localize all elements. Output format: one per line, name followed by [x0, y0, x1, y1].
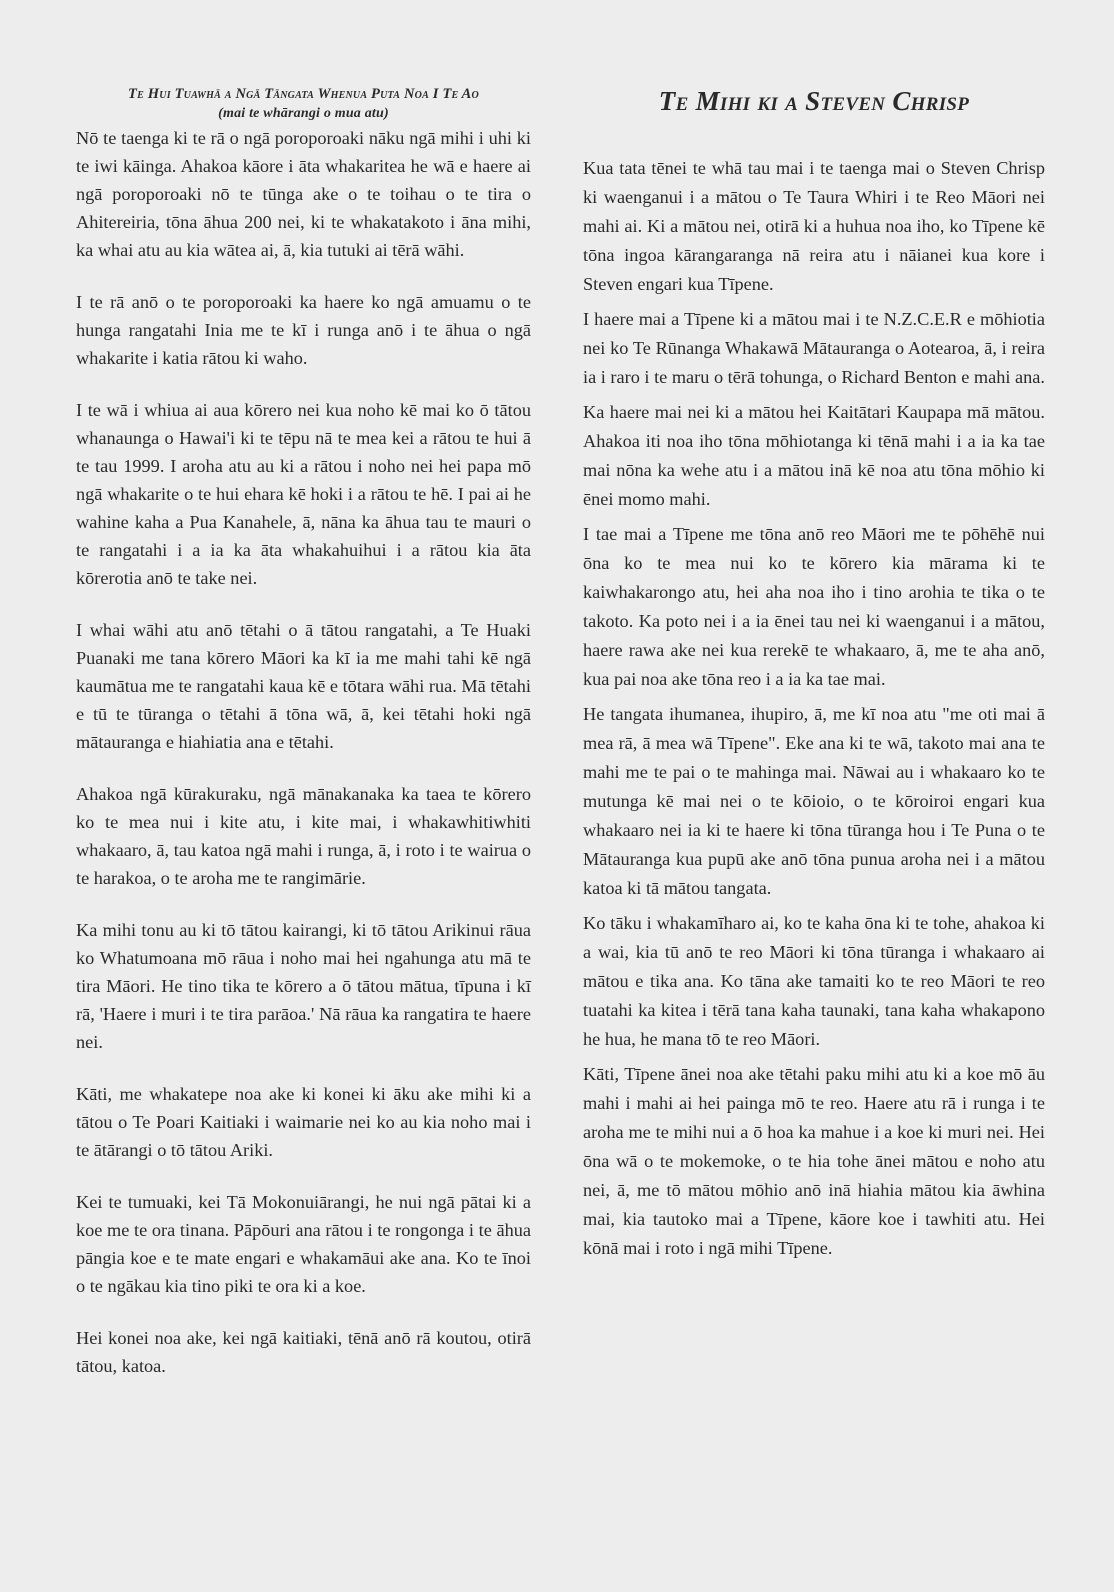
right-paragraph-4: I tae mai a Tīpene me tōna anō reo Māori me te pōhēhē nui ōna ko te mea nui ko te kōrero kia mārama ki te kaiwhakarongo atu, hei aha noa iho i tino arohia te tika o te takoto. Ka poto nei i a ia ēnei tau nei ki waenganui i a mātou, haere rawa ake nei kua rerekē te whakaaro, ā, me te aha anō, kua pai noa ake tōna reo i a ia ka tae mai. — [583, 524, 1045, 689]
left-paragraph-1: Nō te taenga ki te rā o ngā poroporoaki nāku ngā mihi i uhi ki te iwi kāinga. Ahakoa kāore i āta whakaritea he wā e haere ai ngā poroporoaki nō te tūnga ake o te toihau o te tira o Ahitereiria, tōna āhua 200 nei, ki te whakatakoto i āna mihi, ka whai atu au kia wātea ai, ā, kia tutuki ai tērā wāhi. — [76, 128, 531, 260]
left-paragraph-5: Ahakoa ngā kūrakuraku, ngā mānakanaka ka taea te kōrero ko te mea nui i kite atu, i kite mai, i whakawhitiwhiti whakaaro, ā, tau katoa ngā mahi i runga, ā, i roto i te wairua o te harakoa, o te aroha me te rangimārie. — [76, 784, 531, 888]
left-paragraph-8: Kei te tumuaki, kei Tā Mokonuiārangi, he nui ngā pātai ki a koe me te ora tinana. Pāpōuri ana rātou i te rongonga i te āhua pāngia koe e te mate engari e whakamāui ake ana. Ko te īnoi o te ngākau kia tino piki te ora ki a koe. — [76, 1192, 531, 1296]
left-paragraph-3: I te wā i whiua ai aua kōrero nei kua noho kē mai ko ō tātou whanaunga o Hawai'i ki te tēpu nā te mea kei a rātou te hui ā te tau 1999. I aroha atu au ki a rātou i noho nei hei papa mō ngā whakarite o te hui ehara kē hoki i a rātou te hē. I pai ai he wahine kaha a Pua Kanahele, ā, nāna ka āhua tau te mauri o te rangatahi i a ia ka āta whakahuihui i a rātou kia āta kōrerotia anō te take nei. — [76, 400, 531, 588]
right-paragraph-2: I haere mai a Tīpene ki a mātou mai i te N.Z.C.E.R e mōhiotia nei ko Te Rūnanga Whakawā Mātauranga o Aotearoa, ā, i reira ia i raro i te maru o tērā tohunga, o Richard Benton e mahi ana. — [583, 309, 1045, 387]
right-paragraph-7: Kāti, Tīpene ānei noa ake tētahi paku mihi atu ki a koe mō āu mahi i mahi ai hei painga mō te reo. Haere atu rā i runga i te aroha me te mihi nui a ō hoa ka mahue i a koe ki muri nei. Hei ōna wā o te mokemoke, o te hia tohe ānei mātou e noho atu nei, ā, me tō mātou mōhio anō inā hiahia mātou kia āwhina mai, kia tautoko mai a Tīpene, kāore koe i tawhiti atu. Hei kōnā mai i roto i ngā mihi Tīpene. — [583, 1064, 1045, 1258]
right-article-heading: Te Mihi ki a Steven Chrisp — [658, 86, 970, 116]
left-article-heading — [76, 85, 531, 123]
left-paragraph-7: Kāti, me whakatepe noa ake ki konei ki āku ake mihi ki a tātou o Te Poari Kaitiaki i waimarie nei ko au kia noho mai i te ātārangi o tō tātou Ariki. — [76, 1084, 531, 1160]
right-paragraph-3: Ka haere mai nei ki a mātou hei Kaitātari Kaupapa mā mātou. Ahakoa iti noa iho tōna mōhiotanga ki tēnā mahi i a ia ka tae mai nōna ka wehe atu i a mātou inā kē noa atu tōna mōhio ki ēnei momo mahi. — [583, 402, 1045, 509]
left-paragraph-9: Hei konei noa ake, kei ngā kaitiaki, tēnā anō rā koutou, otirā tātou, katoa. — [76, 1328, 531, 1376]
left-heading-title: Te Hui Tuawhā a Ngā Tāngata Whenua Puta Noa I Te Ao — [128, 86, 479, 102]
left-paragraph-6: Ka mihi tonu au ki tō tātou kairangi, ki tō tātou Arikinui rāua ko Whatumoana mō rāua i noho mai hei ngahunga atu mā te tira Māori. He tino tika te kōrero a ō tātou mātua, tīpuna i kī rā, 'Haere i muri i te tira parāoa.' Nā rāua ka rangatira te haere nei. — [76, 920, 531, 1052]
right-article-body — [583, 154, 1045, 1269]
right-paragraph-5: He tangata ihumanea, ihupiro, ā, me kī noa atu "me oti mai ā mea rā, ā mea wā Tīpene". Eke ana ki te wā, takoto mai ana te mahi me te pai o te mahinga mai. Nāwai au i whakaaro ko te mutunga kē mai nei o te kōioio, o te kōroiroi engari kua whakaaro nei ia ki te haere ki tōna tūranga hou i Te Puna o te Mātauranga kua pupū ake anō tōna punua aroha nei i a mātou katoa ki tā mātou tangata. — [583, 704, 1045, 898]
right-paragraph-6: Ko tāku i whakamīharo ai, ko te kaha ōna ki te tohe, ahakoa ki a wai, kia tū anō te reo Māori ki tōna tūranga i whakaaro ai mātou e tika ana. Ko tāna ake tamaiti ko te reo Māori te reo tuatahi ka kitea i tērā tana kaha taunaki, tana kaha whakapono he hua, he mana tō te reo Māori. — [583, 913, 1045, 1049]
right-paragraph-1: Kua tata tēnei te whā tau mai i te taenga mai o Steven Chrisp ki waenganui i a mātou o Te Taura Whiri i te Reo Māori nei mahi ai. Ki a mātou nei, otirā ki a huhua noa iho, ko Tīpene kē tōna ingoa kārangaranga nā reira atu i nāianei kua kore i Steven engari kua Tīpene. — [583, 158, 1045, 294]
left-paragraph-2: I te rā anō o te poroporoaki ka haere ko ngā amuamu o te hunga rangatahi Inia me te kī i runga anō i te āhua o ngā whakarite i katia rātou ki waho. — [76, 292, 531, 368]
left-article-body — [76, 124, 531, 1404]
left-paragraph-4: I whai wāhi atu anō tētahi o ā tātou rangatahi, a Te Huaki Puanaki me tana kōrero Māori ka kī ia me mahi tahi kē ngā kaumātua me te rangatahi kaua kē e tōtara wāhi rua. Mā tētahi e tū te tūranga o tētahi ā tōna wā, ā, kei tētahi hoki ngā mātauranga e hiahiatia ana e tētahi. — [76, 620, 531, 752]
left-heading-continued-note: (mai te whārangi o mua atu) — [218, 106, 389, 121]
